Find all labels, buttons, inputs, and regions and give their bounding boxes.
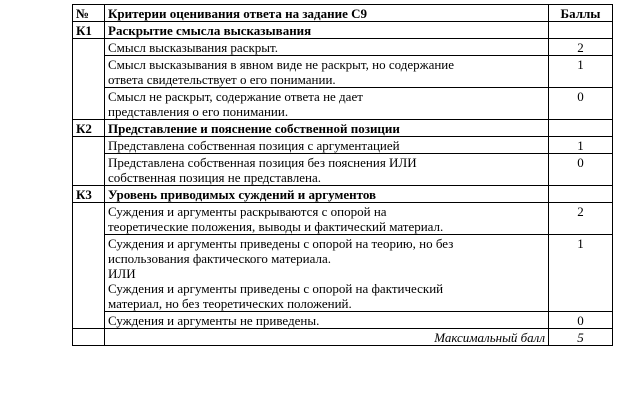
section-title: Раскрытие смысла высказывания [105,22,549,39]
table-row [73,137,613,154]
max-score-value: 5 [549,329,613,346]
table-row [73,39,613,56]
section-code: К2 [73,120,105,137]
header-criteria: Критерии оценивания ответа на задание С9 [105,5,549,22]
criterion-points: 0 [549,154,613,186]
criterion-text: Смысл не раскрыт, содержание ответа не дает представления о его понимании. [105,88,549,120]
section-k1-row [73,22,613,39]
header-num: № [73,5,105,22]
criterion-points: 2 [549,39,613,56]
section-title: Уровень приводимых суждений и аргументов [105,186,549,203]
header-points: Баллы [549,5,613,22]
criterion-text: Смысл высказывания в явном виде не раскрыт, но содержание ответа свидетельствует о его понимании. [105,56,549,88]
table-row [73,235,613,312]
criterion-points: 1 [549,137,613,154]
table-row [73,88,613,120]
section-k2-row [73,120,613,137]
criterion-text: Представлена собственная позиция с аргументацией [105,137,549,154]
criterion-text: Суждения и аргументы приведены с опорой на теорию, но без использования фактического материала. ИЛИ Суждения и аргументы приведены с опорой на фактический материал, но без теоретических положений. [105,235,549,312]
criterion-points: 0 [549,88,613,120]
section-k3-row [73,186,613,203]
criterion-points: 2 [549,203,613,235]
criteria-table [72,4,613,346]
criterion-points: 0 [549,312,613,329]
table-row [73,203,613,235]
max-score-label: Максимальный балл [105,329,549,346]
criterion-text: Смысл высказывания раскрыт. [105,39,549,56]
table-row [73,154,613,186]
criterion-text: Представлена собственная позиция без пояснения ИЛИ собственная позиция не представлена. [105,154,549,186]
section-code: К1 [73,22,105,39]
criterion-text: Суждения и аргументы раскрываются с опорой на теоретические положения, выводы и фактический материал. [105,203,549,235]
table-row [73,56,613,88]
section-code: К3 [73,186,105,203]
section-title: Представление и пояснение собственной позиции [105,120,549,137]
criterion-points: 1 [549,56,613,88]
criterion-points: 1 [549,235,613,312]
header-row [73,5,613,22]
table-row [73,312,613,329]
criterion-text: Суждения и аргументы не приведены. [105,312,549,329]
max-score-row [73,329,613,346]
